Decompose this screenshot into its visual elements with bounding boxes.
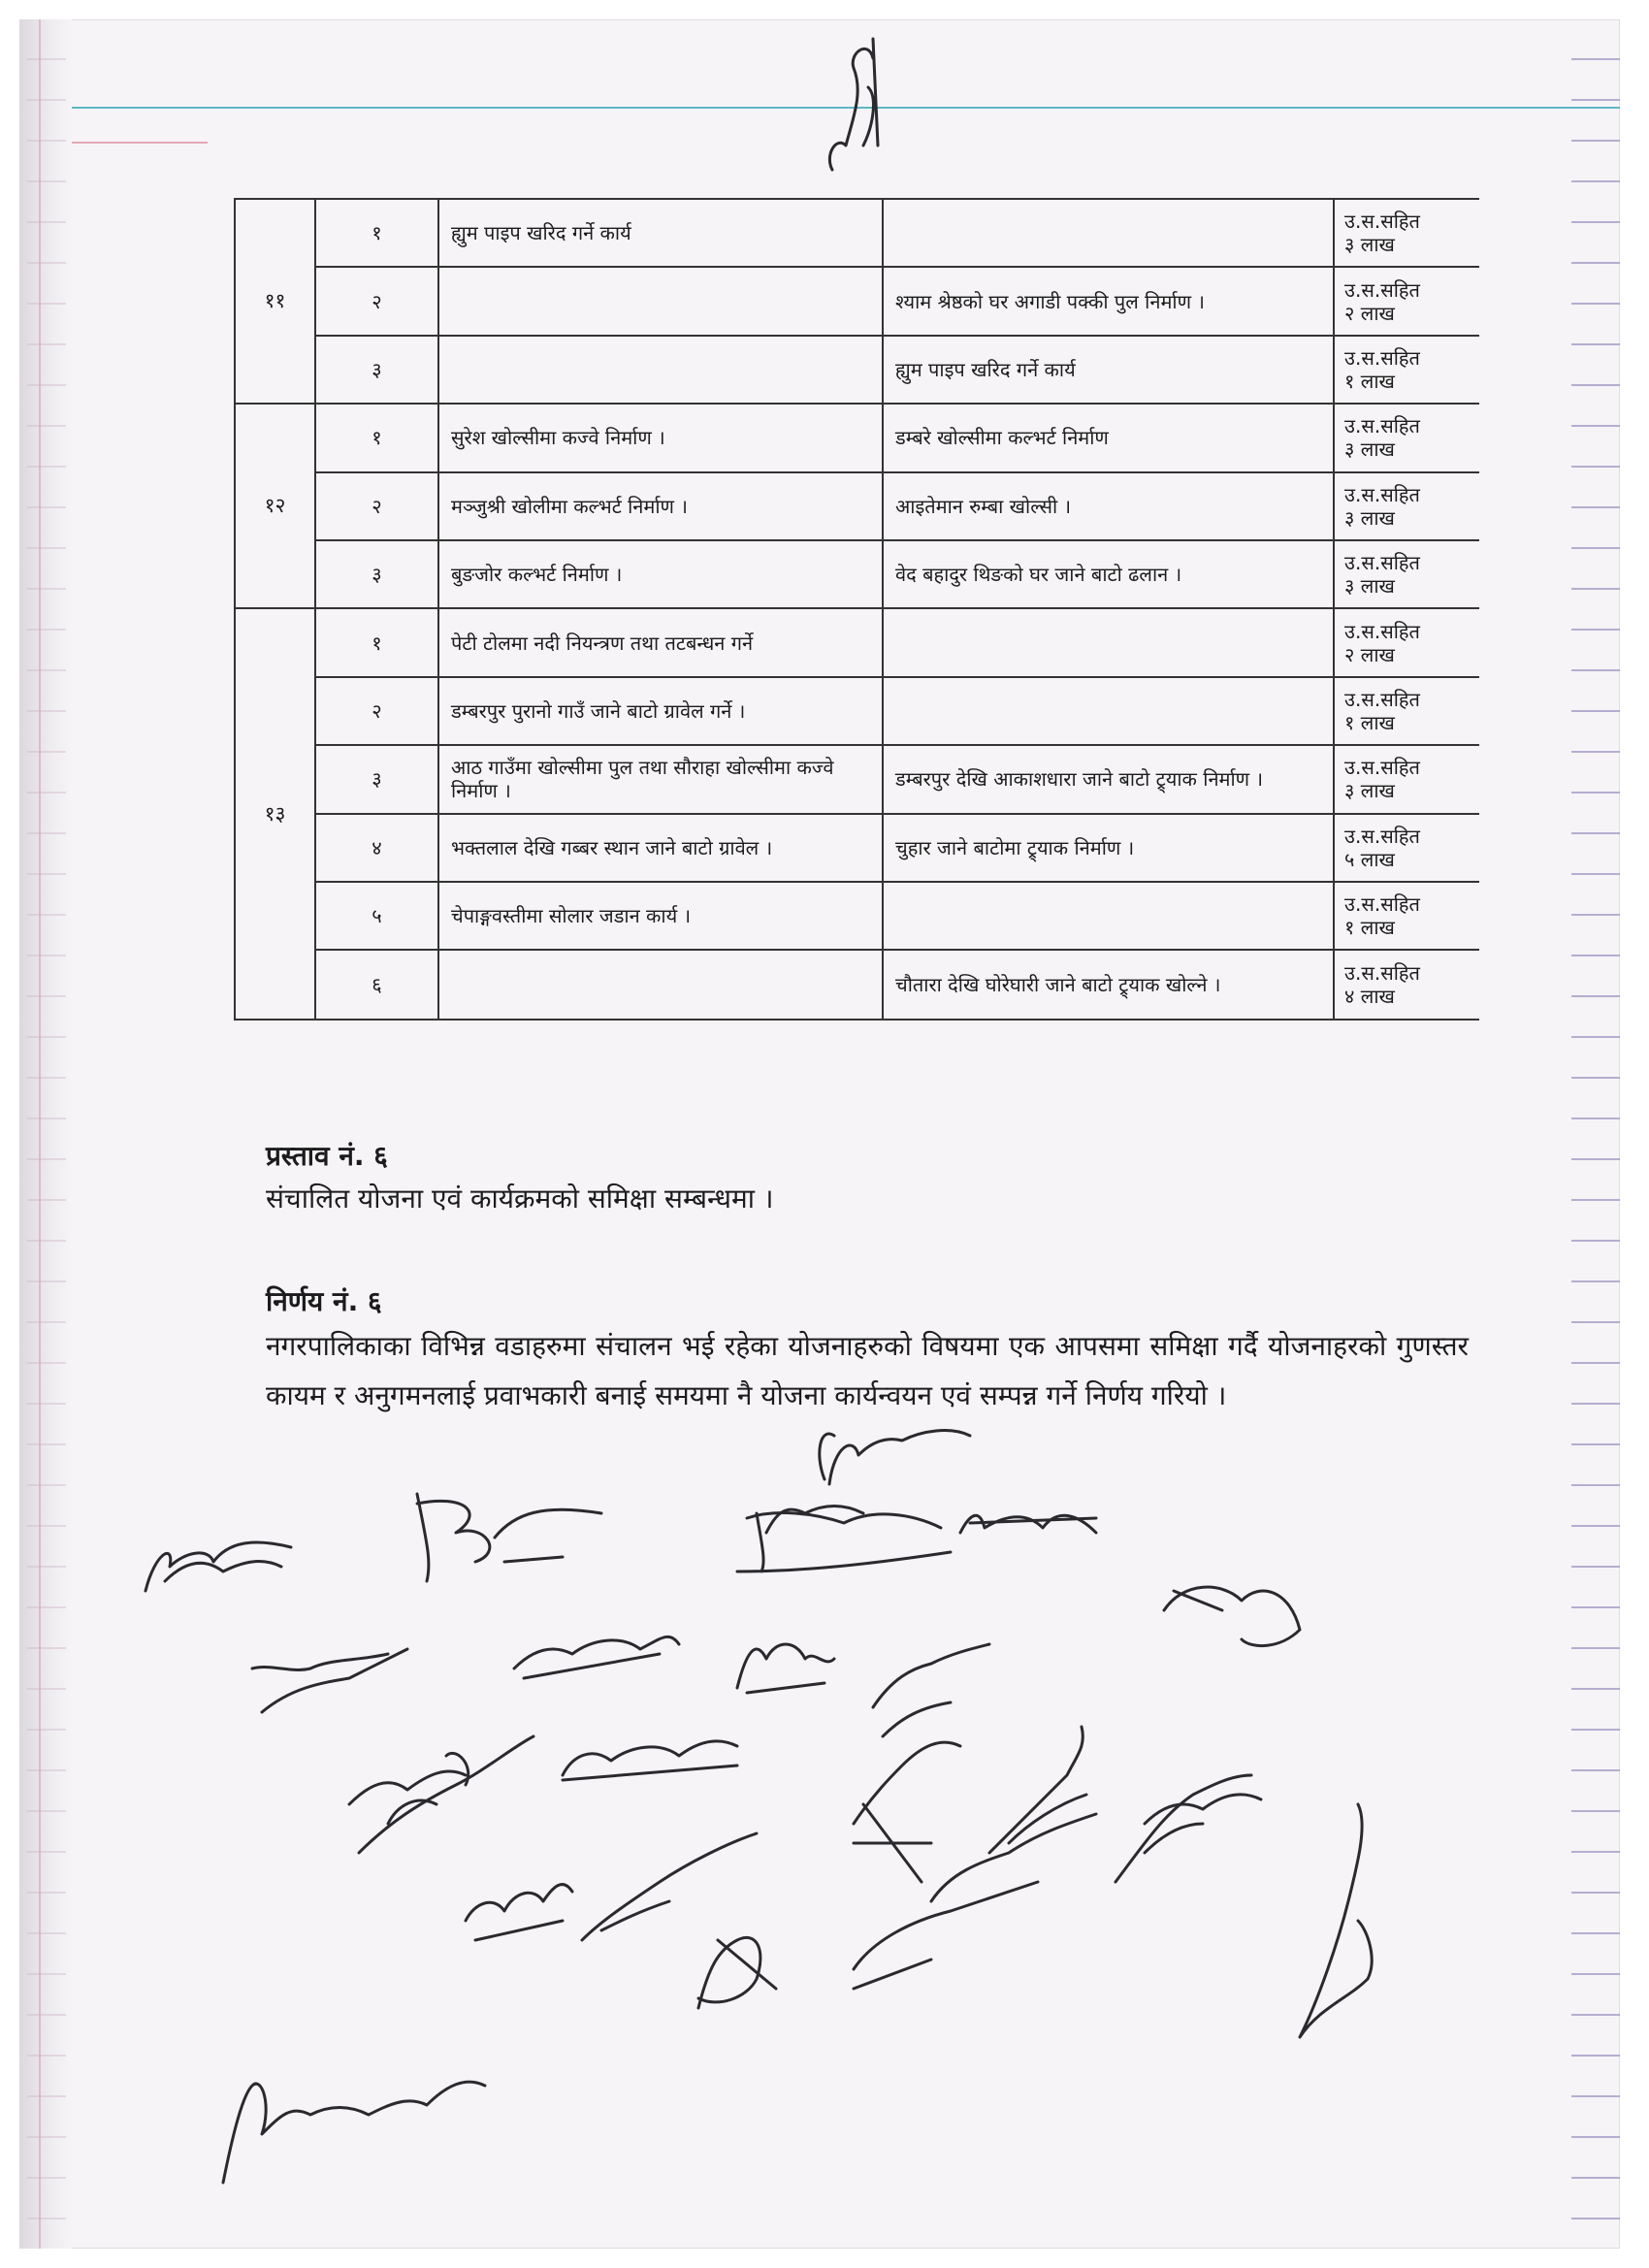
budget-label: उ.स.सहित <box>1344 824 1420 848</box>
ward-number-cell: ११ <box>235 199 315 404</box>
table-row <box>235 745 1479 813</box>
budget-amount: ५ लाख <box>1344 847 1395 871</box>
work-item-cell: पेटी टोलमा नदी नियन्त्रण तथा तटबन्धन गर्ने <box>438 608 883 676</box>
alternate-work-item-cell: चौतारा देखि घोरेघारी जाने बाटो ट्र्याक खोल्ने । <box>883 950 1334 1020</box>
budget-amount: ३ लाख <box>1344 505 1395 530</box>
alternate-work-item-cell: डम्बरपुर देखि आकाशधारा जाने बाटो ट्र्याक निर्माण । <box>883 745 1334 813</box>
budget-label: उ.स.सहित <box>1344 277 1420 302</box>
work-item-cell: भक्तलाल देखि गब्बर स्थान जाने बाटो ग्रावेल । <box>438 814 883 882</box>
serial-number-cell: २ <box>315 472 438 540</box>
header-rule-secondary <box>72 142 208 144</box>
budget-cell <box>1334 199 1479 267</box>
budget-amount: ३ लाख <box>1344 437 1395 462</box>
header-rule <box>72 107 1620 109</box>
alternate-work-item-cell: आइतेमान रुम्बा खोल्सी । <box>883 472 1334 540</box>
decision-heading: निर्णय नं. ६ <box>266 1285 382 1317</box>
table-row <box>235 404 1479 471</box>
margin-line <box>39 19 41 2249</box>
alternate-work-item-cell: ह्युम पाइप खरिद गर्ने कार्य <box>883 336 1334 404</box>
budget-label: उ.स.सहित <box>1344 414 1420 438</box>
budget-cell <box>1334 472 1479 540</box>
alternate-work-item-cell: चुहार जाने बाटोमा ट्र्याक निर्माण । <box>883 814 1334 882</box>
work-item-cell: बुङजोर कल्भर्ट निर्माण । <box>438 540 883 608</box>
budget-amount: १ लाख <box>1344 370 1395 394</box>
budget-cell <box>1334 950 1479 1020</box>
budget-label: उ.स.सहित <box>1344 892 1420 917</box>
left-ruled-lines <box>27 19 66 2249</box>
table-row <box>235 950 1479 1020</box>
budget-amount: २ लाख <box>1344 642 1395 666</box>
serial-number-cell: २ <box>315 677 438 745</box>
works-table-body <box>235 199 1479 1020</box>
ward-works-table <box>234 198 1479 1021</box>
serial-number-cell: १ <box>315 199 438 267</box>
budget-cell <box>1334 882 1479 950</box>
serial-number-cell: ३ <box>315 540 438 608</box>
alternate-work-item-cell: वेद बहादुर थिङको घर जाने बाटो ढलान । <box>883 540 1334 608</box>
proposal-heading: प्रस्ताव नं. ६ <box>266 1140 388 1172</box>
serial-number-cell: १ <box>315 404 438 471</box>
table-row <box>235 540 1479 608</box>
table-row <box>235 336 1479 404</box>
work-item-cell: सुरेश खोल्सीमा कज्वे निर्माण । <box>438 404 883 471</box>
table-row <box>235 882 1479 950</box>
budget-label: उ.स.सहित <box>1344 756 1420 780</box>
table-row <box>235 472 1479 540</box>
work-item-cell: ह्युम पाइप खरिद गर्ने कार्य <box>438 199 883 267</box>
alternate-work-item-cell <box>883 677 1334 745</box>
serial-number-cell: ३ <box>315 745 438 813</box>
serial-number-cell: १ <box>315 608 438 676</box>
budget-cell <box>1334 677 1479 745</box>
proposal-text: संचालित योजना एवं कार्यक्रमको समिक्षा सम्बन्धमा । <box>266 1183 774 1215</box>
budget-cell <box>1334 745 1479 813</box>
right-ruled-lines <box>1571 19 1620 2249</box>
budget-amount: ३ लाख <box>1344 779 1395 803</box>
budget-label: उ.स.सहित <box>1344 210 1420 234</box>
decision-text: नगरपालिकाका विभिन्न वडाहरुमा संचालन भई रहेका योजनाहरुको विषयमा एक आपसमा समिक्षा गर्दै योजनाहरको गुणस्तर कायम र अनुगमनलाई प्रवाभकारी बनाई समयमा नै योजना कार्यन्वयन एवं सम्पन्न गर्ने निर्णय गरियो । <box>266 1330 1469 1411</box>
budget-label: उ.स.सहित <box>1344 688 1420 712</box>
budget-amount: ४ लाख <box>1344 985 1395 1009</box>
work-item-cell: मञ्जुश्री खोलीमा कल्भर्ट निर्माण । <box>438 472 883 540</box>
serial-number-cell: ३ <box>315 336 438 404</box>
table-row <box>235 677 1479 745</box>
serial-number-cell: २ <box>315 267 438 335</box>
budget-label: उ.स.सहित <box>1344 551 1420 575</box>
budget-label: उ.स.सहित <box>1344 619 1420 643</box>
work-item-cell: आठ गाउँमा खोल्सीमा पुल तथा सौराहा खोल्सीमा कज्वे निर्माण । <box>438 745 883 813</box>
alternate-work-item-cell <box>883 882 1334 950</box>
alternate-work-item-cell <box>883 199 1334 267</box>
budget-label: उ.स.सहित <box>1344 482 1420 506</box>
budget-cell <box>1334 608 1479 676</box>
budget-label: उ.स.सहित <box>1344 961 1420 986</box>
alternate-work-item-cell: श्याम श्रेष्ठको घर अगाडी पक्की पुल निर्माण । <box>883 267 1334 335</box>
alternate-work-item-cell <box>883 608 1334 676</box>
work-item-cell <box>438 336 883 404</box>
table-row <box>235 608 1479 676</box>
serial-number-cell: ४ <box>315 814 438 882</box>
budget-cell <box>1334 336 1479 404</box>
work-item-cell: चेपाङ्गवस्तीमा सोलार जडान कार्य । <box>438 882 883 950</box>
ward-number-cell: १३ <box>235 608 315 1020</box>
serial-number-cell: ६ <box>315 950 438 1020</box>
table-row <box>235 267 1479 335</box>
serial-number-cell: ५ <box>315 882 438 950</box>
ward-number-cell: १२ <box>235 404 315 608</box>
budget-amount: १ लाख <box>1344 711 1395 735</box>
budget-cell <box>1334 540 1479 608</box>
work-item-cell: डम्बरपुर पुरानो गाउँ जाने बाटो ग्रावेल गर्ने । <box>438 677 883 745</box>
table-row <box>235 814 1479 882</box>
table-row <box>235 199 1479 267</box>
budget-amount: ३ लाख <box>1344 233 1395 257</box>
work-item-cell <box>438 267 883 335</box>
alternate-work-item-cell: डम्बरे खोल्सीमा कल्भर्ट निर्माण <box>883 404 1334 471</box>
work-item-cell <box>438 950 883 1020</box>
budget-label: उ.स.सहित <box>1344 346 1420 371</box>
budget-cell <box>1334 267 1479 335</box>
budget-amount: २ लाख <box>1344 301 1395 325</box>
budget-cell <box>1334 404 1479 471</box>
budget-cell <box>1334 814 1479 882</box>
budget-amount: ३ लाख <box>1344 574 1395 599</box>
budget-amount: १ लाख <box>1344 916 1395 940</box>
